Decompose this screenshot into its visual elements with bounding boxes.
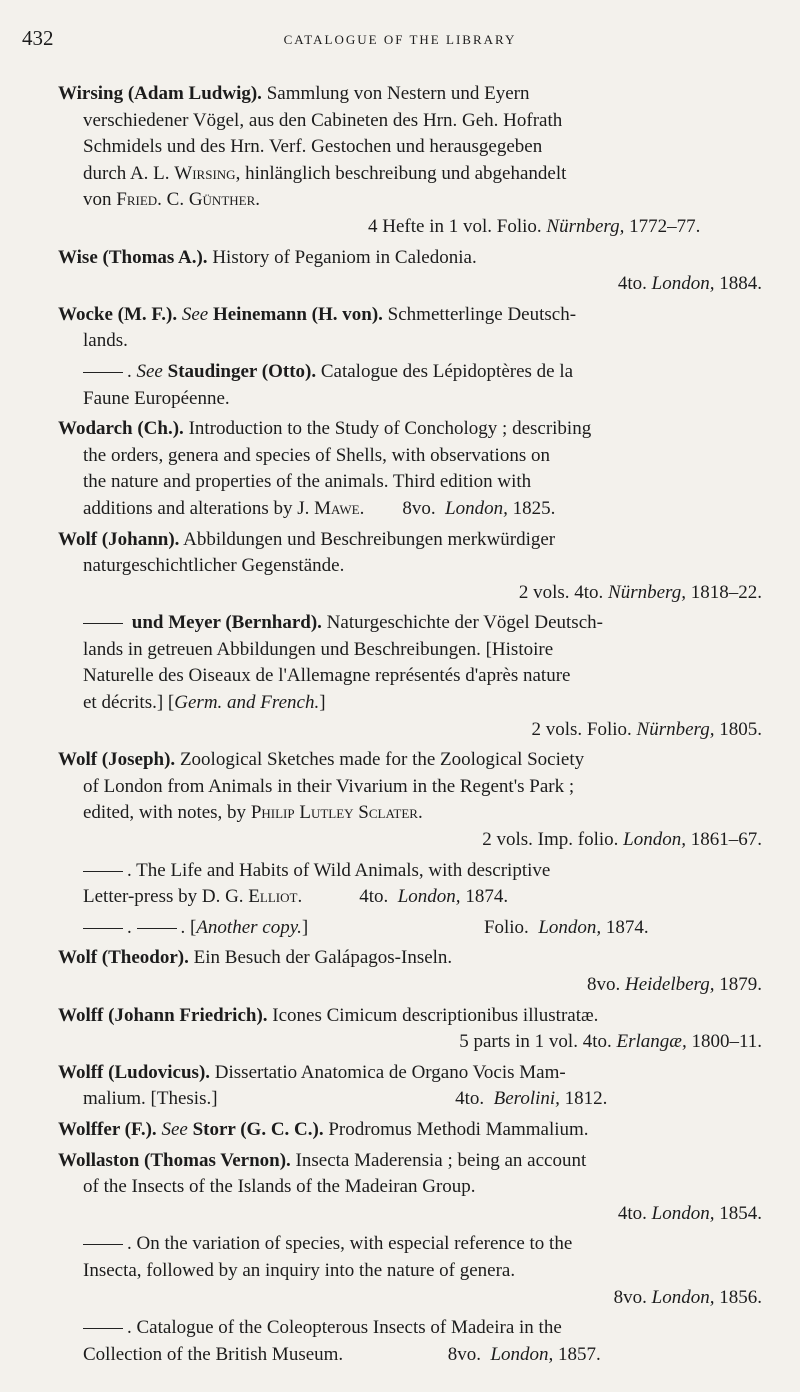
entry-heading: Wolffer (F.). — [58, 1118, 157, 1140]
catalogue-entry — [58, 1148, 768, 1228]
running-title: CATALOGUE OF THE LIBRARY — [283, 32, 517, 47]
catalogue-entry — [58, 1117, 768, 1144]
entry-title-line: Naturelle des Oiseaux de l'Allemagne représentés d'après nature — [83, 665, 571, 687]
entry-title: . Catalogue of the Coleopterous Insects of Madeira in the — [127, 1317, 562, 1339]
catalogue-entry — [58, 245, 768, 298]
entry-author-name: Mawe — [314, 497, 360, 519]
see-reference-label: See — [136, 360, 163, 382]
entry-title-line: lands. — [83, 330, 128, 352]
entry-imprint: 8vo. London, 1857. — [447, 1343, 601, 1365]
entry-title: History of Peganiom in Caledonia. — [212, 246, 477, 268]
entry-title: Sammlung von Nestern und Eyern — [266, 83, 530, 104]
ditto-dash — [83, 372, 123, 373]
entry-imprint: 5 parts in 1 vol. 4to. Erlangæ, 1800–11. — [459, 1031, 762, 1053]
catalogue-entry: . See Staudinger (Otto). Catalogue des Lépidoptères de la Faune Européenne. — [58, 359, 768, 412]
catalogue-entry — [58, 858, 768, 911]
entry-title-line: naturgeschichtlicher Gegenstände. — [83, 555, 345, 577]
catalogue-entry — [58, 610, 768, 743]
catalogue-entry — [58, 81, 768, 241]
entry-title-line: Collection of the British Museum. — [83, 1343, 344, 1365]
cross-reference: Staudinger (Otto). — [167, 360, 317, 382]
entry-title-line: of London from Animals in their Vivarium in the Regent's Park ; — [83, 775, 575, 797]
ditto-dash — [83, 871, 123, 872]
entry-imprint: 4 Hefte in 1 vol. Folio. Nürnberg, 1772–77. — [368, 215, 701, 237]
entry-title: Abbildungen und Beschreibungen merkwürdiger — [183, 528, 556, 550]
ditto-dash — [137, 928, 177, 929]
catalogue-entry — [58, 747, 768, 853]
entry-title: Ein Besuch der Galápagos-Inseln. — [193, 947, 453, 969]
entry-text: . [ — [180, 916, 197, 938]
entry-imprint: Folio. London, 1874. — [483, 916, 649, 938]
entry-text: . — [297, 886, 303, 908]
entry-title-line: verschiedener Vögel, aus den Cabineten des Hrn. Geh. Hofrath — [83, 109, 563, 131]
entry-text: . — [359, 497, 365, 519]
entry-author-name: Philip Lutley Sclater — [250, 802, 418, 824]
entry-title-line: Faune Européenne. — [83, 387, 230, 409]
entry-heading: Wirsing (Adam Ludwig). — [58, 83, 262, 104]
entry-author-name: Elliot — [248, 886, 298, 908]
ditto-dash — [83, 1244, 123, 1245]
entry-text: . — [417, 802, 423, 824]
entry-title-line: the nature and properties of the animals. Third edition with — [83, 471, 532, 493]
entry-title: Schmetterlinge Deutsch- — [387, 303, 577, 325]
entry-heading: Wolff (Johann Friedrich). — [58, 1004, 268, 1026]
entry-heading: Wolf (Theodor). — [58, 947, 189, 969]
entry-language-note: Germ. and French. — [174, 692, 320, 714]
entry-author-name: Fried. C. Günther — [116, 189, 256, 211]
entry-title: . On the variation of species, with especial reference to the — [127, 1233, 573, 1255]
entry-imprint: 2 vols. 4to. Nürnberg, 1818–22. — [518, 581, 762, 603]
entry-title-line: Schmidels und des Hrn. Verf. Gestochen und herausgegeben — [83, 136, 543, 158]
entry-imprint: 8vo. Heidelberg, 1879. — [586, 974, 762, 995]
catalogue-entry — [58, 1315, 768, 1368]
entry-heading: Wolf (Joseph). — [58, 749, 176, 771]
ditto-dash — [83, 1328, 123, 1329]
page-header — [0, 24, 800, 54]
catalogue-entry — [58, 945, 768, 998]
entry-author-name: Wirsing — [174, 162, 236, 184]
entry-imprint: 8vo. London, 1856. — [613, 1286, 762, 1308]
entry-title: Prodromus Methodi Mammalium. — [328, 1118, 589, 1140]
entry-copy-note: Another copy. — [196, 916, 302, 938]
entry-imprint: 8vo. London, 1825. — [402, 497, 556, 519]
entry-heading: Wollaston (Thomas Vernon). — [58, 1149, 291, 1171]
see-reference-label: See — [161, 1118, 188, 1140]
entry-title: . The Life and Habits of Wild Animals, with descriptive — [127, 859, 551, 881]
entry-text: ] — [319, 692, 326, 714]
cross-reference: Heinemann (H. von). — [212, 303, 383, 325]
entry-imprint: 4to. London, 1874. — [359, 886, 509, 908]
catalogue-entries — [58, 81, 768, 1372]
entry-title: Icones Cimicum descriptionibus illustratæ. — [272, 1004, 599, 1026]
entry-title-line: lands in getreuen Abbildungen und Beschreibungen. [Histoire — [83, 638, 554, 660]
entry-title: Introduction to the Study of Conchology ; describing — [188, 418, 592, 440]
entry-heading: Wodarch (Ch.). — [58, 418, 184, 440]
entry-text: edited, with notes, by — [83, 802, 251, 824]
entry-imprint: 4to. Berolini, 1812. — [455, 1088, 608, 1110]
entry-imprint: 4to. London, 1854. — [617, 1202, 762, 1224]
ditto-dash — [83, 623, 123, 624]
entry-heading: Wolf (Johann). — [58, 528, 180, 550]
entry-imprint: 4to. London, 1884. — [617, 273, 762, 295]
entry-title: Zoological Sketches made for the Zoological Society — [179, 749, 585, 771]
catalogue-entry — [58, 527, 768, 607]
catalogue-entry — [58, 915, 768, 942]
entry-heading: Wolff (Ludovicus). — [58, 1061, 211, 1083]
entry-text: et décrits.] [ — [83, 692, 175, 714]
entry-heading: und Meyer (Bernhard). — [131, 612, 322, 634]
entry-title-line: malium. [Thesis.] — [83, 1088, 218, 1110]
entry-title-line: the orders, genera and species of Shells, with observations on — [83, 444, 550, 466]
entry-text: , hinlänglich beschreibung und abgehandelt — [235, 162, 567, 184]
ditto-dash — [83, 928, 123, 929]
entry-imprint: 2 vols. Folio. Nürnberg, 1805. — [531, 718, 762, 740]
cross-reference: Storr (G. C. C.). — [192, 1118, 324, 1140]
entry-title-line: Insecta, followed by an inquiry into the nature of genera. — [83, 1259, 516, 1281]
catalogue-entry — [58, 302, 768, 355]
entry-imprint: 2 vols. Imp. folio. London, 1861–67. — [482, 829, 762, 851]
entry-heading: Wocke (M. F.). — [58, 303, 178, 325]
entry-text: . — [127, 916, 132, 938]
entry-text: durch A. L. — [83, 162, 175, 184]
catalogue-entry — [58, 1060, 768, 1113]
catalogue-entry — [58, 416, 768, 522]
entry-text: . — [255, 189, 261, 211]
entry-title: Catalogue des Lépidoptères de la — [320, 360, 574, 382]
entry-heading: Wise (Thomas A.). — [58, 246, 208, 268]
entry-text: Letter-press by D. G. — [83, 886, 249, 908]
catalogue-entry — [58, 1003, 768, 1056]
entry-text: ] — [301, 916, 309, 938]
see-reference-label: See — [181, 303, 209, 325]
page-number: 432 — [22, 26, 54, 50]
entry-title: Insecta Maderensia ; being an account — [295, 1149, 587, 1171]
catalogue-entry — [58, 1231, 768, 1311]
entry-title: Naturgeschichte der Vögel Deutsch- — [326, 612, 603, 634]
entry-text: von — [83, 189, 117, 211]
entry-title: Dissertatio Anatomica de Organo Vocis Mam- — [214, 1061, 566, 1083]
entry-text: additions and alterations by J. — [83, 497, 315, 519]
entry-title-line: of the Insects of the Islands of the Madeiran Group. — [83, 1176, 476, 1198]
